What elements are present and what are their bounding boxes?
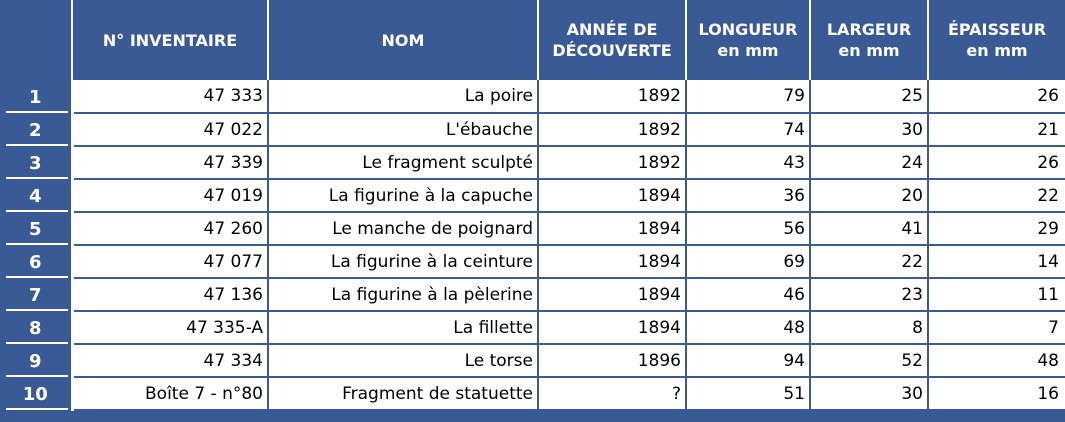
header-index <box>0 0 72 80</box>
cell-longueur: 48 <box>686 311 810 344</box>
cell-annee: 1894 <box>538 179 686 212</box>
table-row <box>0 377 1065 410</box>
header-label: NOM <box>381 30 425 50</box>
cell-largeur: 30 <box>810 113 928 146</box>
row-number-label: 4 <box>28 186 42 207</box>
header-inventaire <box>72 0 268 80</box>
cell-inventaire: 47 334 <box>72 344 268 377</box>
cell-nom: Le fragment sculpté <box>268 146 538 179</box>
row-number-label: 5 <box>28 219 42 240</box>
cell-annee: 1892 <box>538 80 686 113</box>
cell-nom: La figurine à la pèlerine <box>268 278 538 311</box>
cell-epaisseur: 48 <box>928 344 1065 377</box>
cell-longueur: 36 <box>686 179 810 212</box>
cell-largeur: 22 <box>810 245 928 278</box>
cell-largeur: 30 <box>810 377 928 410</box>
cell-longueur: 74 <box>686 113 810 146</box>
cell-nom: Fragment de statuette <box>268 377 538 410</box>
cell-nom: Le torse <box>268 344 538 377</box>
row-number-label: 1 <box>28 87 42 108</box>
table-row <box>0 80 1065 113</box>
row-number <box>0 311 72 344</box>
cell-nom: L'ébauche <box>268 113 538 146</box>
cell-epaisseur: 14 <box>928 245 1065 278</box>
table-row <box>0 278 1065 311</box>
row-number <box>0 179 72 212</box>
row-number <box>0 245 72 278</box>
cell-epaisseur: 11 <box>928 278 1065 311</box>
header-longueur <box>686 0 810 80</box>
row-number-label: 10 <box>22 384 48 405</box>
row-number-label: 3 <box>28 153 42 174</box>
table-row <box>0 113 1065 146</box>
cell-annee: 1894 <box>538 311 686 344</box>
cell-largeur: 20 <box>810 179 928 212</box>
cell-annee: 1896 <box>538 344 686 377</box>
cell-largeur: 24 <box>810 146 928 179</box>
header-sublabel: en mm <box>717 41 779 60</box>
cell-epaisseur: 7 <box>928 311 1065 344</box>
cell-annee: 1894 <box>538 278 686 311</box>
cell-inventaire: 47 077 <box>72 245 268 278</box>
cell-largeur: 8 <box>810 311 928 344</box>
header-nom <box>268 0 538 80</box>
row-number <box>0 113 72 146</box>
row-number <box>0 80 72 113</box>
table-row <box>0 311 1065 344</box>
cell-longueur: 46 <box>686 278 810 311</box>
cell-epaisseur: 16 <box>928 377 1065 410</box>
cell-nom: La poire <box>268 80 538 113</box>
header-row <box>0 0 1065 80</box>
table-row <box>0 212 1065 245</box>
table-row <box>0 146 1065 179</box>
row-number-label: 8 <box>28 318 42 339</box>
cell-inventaire: 47 136 <box>72 278 268 311</box>
header-sublabel: DÉCOUVERTE <box>552 41 672 60</box>
cell-largeur: 25 <box>810 80 928 113</box>
cell-longueur: 79 <box>686 80 810 113</box>
cell-largeur: 23 <box>810 278 928 311</box>
header-label: LARGEUR <box>826 20 912 39</box>
cell-epaisseur: 21 <box>928 113 1065 146</box>
cell-inventaire: 47 335-A <box>72 311 268 344</box>
row-number-label: 7 <box>28 285 42 306</box>
table-body <box>0 80 1065 410</box>
header-label: ÉPAISSEUR <box>947 20 1047 39</box>
cell-inventaire: 47 022 <box>72 113 268 146</box>
header-largeur <box>810 0 928 80</box>
cell-annee: 1892 <box>538 146 686 179</box>
row-number <box>0 278 72 311</box>
row-number <box>0 212 72 245</box>
row-number <box>0 146 72 179</box>
cell-epaisseur: 26 <box>928 80 1065 113</box>
cell-annee: 1892 <box>538 113 686 146</box>
cell-annee: ? <box>538 377 686 410</box>
cell-epaisseur: 22 <box>928 179 1065 212</box>
row-number-label: 6 <box>28 252 42 273</box>
cell-annee: 1894 <box>538 245 686 278</box>
cell-longueur: 94 <box>686 344 810 377</box>
header-label: N° INVENTAIRE <box>102 30 238 50</box>
cell-annee: 1894 <box>538 212 686 245</box>
cell-inventaire: 47 260 <box>72 212 268 245</box>
cell-epaisseur: 26 <box>928 146 1065 179</box>
table-row <box>0 344 1065 377</box>
row-number-label: 9 <box>28 351 42 372</box>
cell-nom: Le manche de poignard <box>268 212 538 245</box>
header-epaisseur <box>928 0 1065 80</box>
header-label: ANNÉE DE <box>566 20 658 39</box>
table-row <box>0 245 1065 278</box>
header-sublabel: en mm <box>838 41 900 60</box>
cell-inventaire: 47 333 <box>72 80 268 113</box>
row-number <box>0 377 72 410</box>
table-row <box>0 179 1065 212</box>
cell-epaisseur: 29 <box>928 212 1065 245</box>
cell-nom: La figurine à la capuche <box>268 179 538 212</box>
row-number <box>0 344 72 377</box>
cell-longueur: 43 <box>686 146 810 179</box>
header-annee <box>538 0 686 80</box>
cell-inventaire: Boîte 7 - n°80 <box>72 377 268 410</box>
cell-largeur: 52 <box>810 344 928 377</box>
header-label: LONGUEUR <box>698 20 798 39</box>
cell-longueur: 69 <box>686 245 810 278</box>
cell-inventaire: 47 019 <box>72 179 268 212</box>
cell-longueur: 51 <box>686 377 810 410</box>
cell-longueur: 56 <box>686 212 810 245</box>
header-sublabel: en mm <box>966 41 1028 60</box>
cell-nom: La figurine à la ceinture <box>268 245 538 278</box>
cell-largeur: 41 <box>810 212 928 245</box>
row-number-label: 2 <box>28 120 42 141</box>
cell-nom: La fillette <box>268 311 538 344</box>
cell-inventaire: 47 339 <box>72 146 268 179</box>
